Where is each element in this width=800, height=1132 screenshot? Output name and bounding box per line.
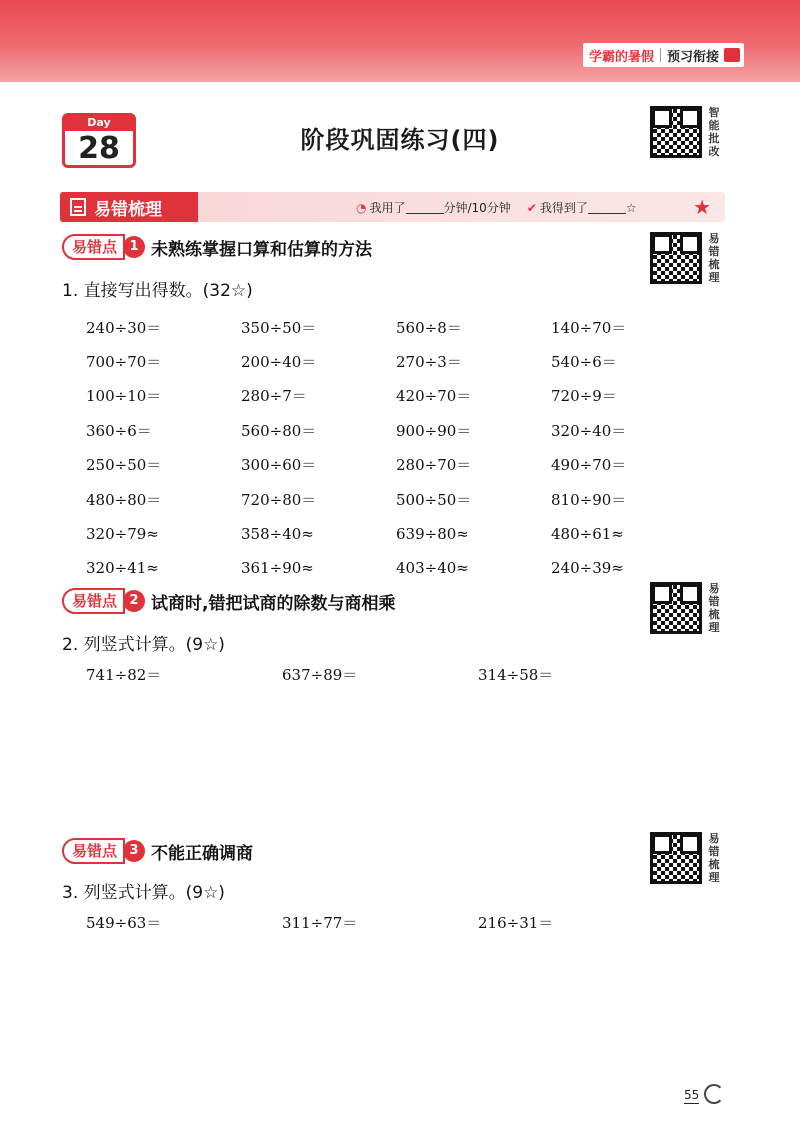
time-used-prefix: 我用了	[369, 201, 406, 215]
vertical-calc-row	[86, 912, 674, 933]
calc-item: 403÷40≈	[396, 558, 469, 577]
error-point-number: 2	[123, 590, 145, 612]
error-point-text: 不能正确调商	[151, 843, 254, 864]
calc-item: 720÷9＝	[551, 387, 617, 406]
grid-row	[86, 551, 706, 585]
question-2: 2. 列竖式计算。(9☆)	[62, 635, 225, 655]
calc-item: 280÷70＝	[396, 456, 472, 475]
error-point-1	[62, 234, 372, 260]
clock-icon: ◔	[356, 200, 367, 215]
time-blank[interactable]	[406, 202, 444, 214]
calc-item: 320÷40＝	[551, 421, 627, 440]
error-point-text: 试商时,错把试商的除数与商相乘	[151, 593, 396, 614]
calc-item: 639÷80≈	[396, 524, 469, 543]
brand-left: 学霸的暑假	[588, 49, 654, 65]
brand-divider	[660, 48, 661, 62]
section-title-tag	[60, 192, 198, 222]
calc-item: 560÷8＝	[396, 318, 462, 337]
page-title: 阶段巩固练习(四)	[300, 126, 500, 154]
qr-label-error-review: 易 错 梳 理	[708, 582, 720, 634]
vertical-calc-row	[86, 664, 674, 685]
calc-item: 637÷89＝	[282, 666, 358, 684]
error-point-number: 1	[123, 236, 145, 258]
qr-code-icon[interactable]	[650, 582, 702, 634]
calc-item: 560÷80＝	[241, 421, 317, 440]
calc-item: 741÷82＝	[86, 666, 162, 684]
calc-item: 200÷40＝	[241, 353, 317, 372]
error-point-tag: 易错点	[62, 588, 125, 614]
qr-label-error-review: 易 错 梳 理	[708, 832, 720, 884]
calc-item: 480÷61≈	[551, 524, 624, 543]
calc-item: 420÷70＝	[396, 387, 472, 406]
calc-item: 500÷50＝	[396, 490, 472, 509]
error-point-2	[62, 588, 395, 614]
question-1: 1. 直接写出得数。(32☆)	[62, 281, 253, 301]
score-blank[interactable]	[588, 202, 626, 214]
swirl-sun-icon	[704, 1084, 724, 1104]
calc-item: 140÷70＝	[551, 318, 627, 337]
section-title: 易错梳理	[94, 199, 162, 220]
day-number: 28	[78, 131, 120, 166]
score-prefix: 我得到了	[539, 201, 588, 215]
calc-item: 549÷63＝	[86, 914, 162, 932]
series-brand	[583, 43, 744, 67]
grid-row	[86, 482, 706, 516]
error-point-tag: 易错点	[62, 838, 125, 864]
oral-calc-grid	[86, 310, 706, 585]
calc-item: 700÷70＝	[86, 353, 162, 372]
calc-item: 216÷31＝	[478, 914, 554, 932]
calc-item: 480÷80＝	[86, 490, 162, 509]
qr-code-icon[interactable]	[650, 106, 702, 158]
time-used-suffix: 分钟/10分钟	[443, 201, 511, 215]
list-box-icon	[70, 198, 86, 216]
calc-item: 358÷40≈	[241, 524, 314, 543]
grid-row	[86, 448, 706, 482]
grid-row	[86, 310, 706, 344]
calc-item: 320÷41≈	[86, 558, 159, 577]
qr-code-icon[interactable]	[650, 232, 702, 284]
calc-item: 311÷77＝	[282, 914, 358, 932]
grid-row	[86, 379, 706, 413]
star-icon: ★	[693, 195, 711, 219]
calc-item: 810÷90＝	[551, 490, 627, 509]
calc-item: 270÷3＝	[396, 353, 462, 372]
brand-right: 预习衔接	[666, 49, 719, 65]
calc-item: 100÷10＝	[86, 387, 162, 406]
error-point-text: 未熟练掌握口算和估算的方法	[151, 239, 373, 260]
self-check-meta	[356, 199, 637, 216]
score-suffix: ☆	[625, 200, 637, 215]
error-point-number: 3	[123, 840, 145, 862]
section-header	[60, 192, 725, 222]
calc-item: 300÷60＝	[241, 456, 317, 475]
grid-row	[86, 413, 706, 447]
calc-item: 540÷6＝	[551, 353, 617, 372]
error-point-3	[62, 838, 253, 864]
day-label: Day	[65, 116, 133, 131]
calc-item: 360÷6＝	[86, 421, 152, 440]
calc-item: 240÷39≈	[551, 558, 624, 577]
calc-item: 280÷7＝	[241, 387, 307, 406]
page-number: 55	[684, 1088, 700, 1102]
calc-item: 490÷70＝	[551, 456, 627, 475]
question-3: 3. 列竖式计算。(9☆)	[62, 883, 225, 903]
grid-row	[86, 516, 706, 550]
qr-label-error-review: 易 错 梳 理	[708, 232, 720, 284]
calc-item: 350÷50＝	[241, 318, 317, 337]
qr-label-smart-grading: 智 能 批 改	[708, 106, 720, 158]
calc-item: 720÷80＝	[241, 490, 317, 509]
qr-code-icon[interactable]	[650, 832, 702, 884]
calc-item: 900÷90＝	[396, 421, 472, 440]
calc-item: 250÷50＝	[86, 456, 162, 475]
top-banner	[0, 0, 800, 82]
calc-item: 361÷90≈	[241, 558, 314, 577]
error-point-tag: 易错点	[62, 234, 125, 260]
check-circle-icon: ✔	[526, 200, 537, 215]
calc-item: 314÷58＝	[478, 666, 554, 684]
brand-logo-icon	[724, 48, 740, 62]
calc-item: 240÷30＝	[86, 318, 162, 337]
grid-row	[86, 344, 706, 378]
calc-item: 320÷79≈	[86, 524, 159, 543]
